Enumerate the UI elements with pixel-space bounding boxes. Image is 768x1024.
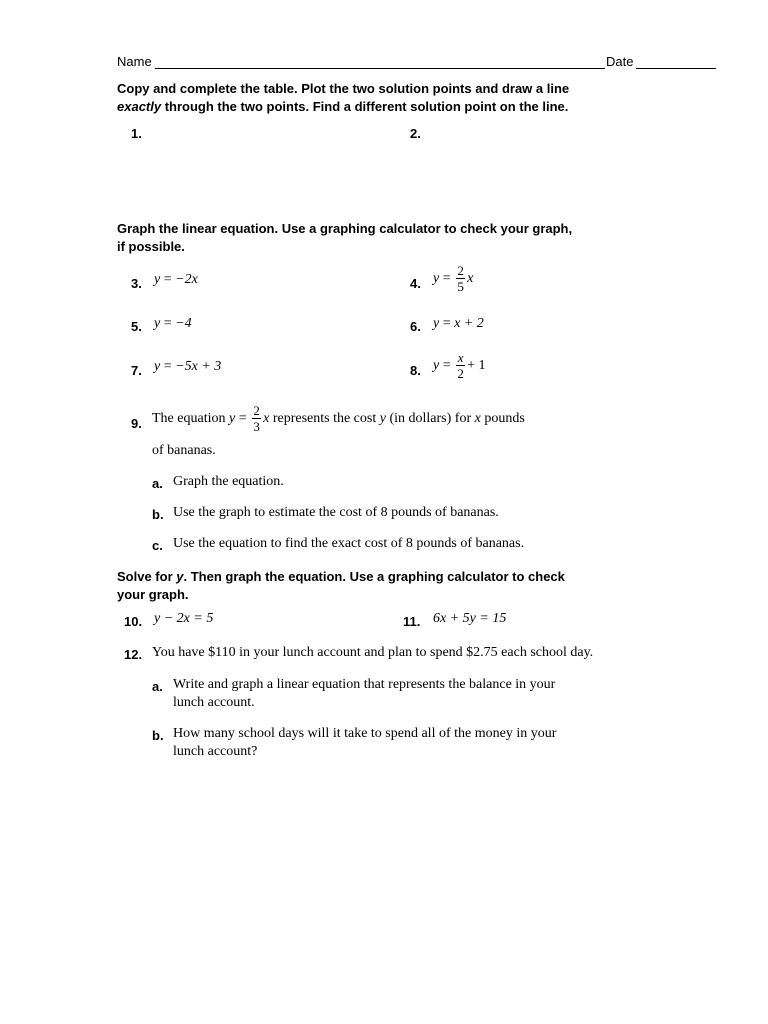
- part-text-12b-line2: lunch account?: [173, 744, 258, 759]
- date-label: Date: [606, 54, 634, 69]
- equation-8: y = $\frac{x}{2}$ + 1: [433, 350, 486, 381]
- problem-number-10: 10.: [124, 614, 143, 629]
- part-label-12a: a.: [152, 679, 163, 694]
- problem-number-1: 1.: [131, 126, 142, 141]
- equation-3: y = −2x: [154, 272, 198, 287]
- equation-6: y = x + 2: [433, 316, 484, 331]
- name-field[interactable]: [155, 68, 605, 69]
- equation-5: y = −4: [154, 316, 192, 331]
- fraction: $\frac{x}{2}$: [457, 350, 464, 381]
- equation-11: 6x + 5y = 15: [433, 611, 507, 626]
- part-label-9a: a.: [152, 476, 163, 491]
- problem-number-3: 3.: [131, 276, 142, 291]
- fraction: $\frac{2}{3}$: [253, 403, 260, 434]
- part-label-9c: c.: [152, 538, 163, 553]
- problem9-statement-line2: of bananas.: [152, 443, 216, 458]
- equation-10: y − 2x = 5: [154, 611, 214, 626]
- part-text-12a-line2: lunch account.: [173, 695, 255, 710]
- problem-number-9: 9.: [131, 416, 142, 431]
- problem12-statement: You have $110 in your lunch account and plan to spend $2.75 each school day.: [152, 645, 594, 660]
- part-text-12a-line1: Write and graph a linear equation that represents the balance in your: [173, 677, 556, 692]
- part-text-9c: Use the equation to find the exact cost of 8 pounds of bananas.: [173, 536, 525, 551]
- fraction: $\frac{2}{5}$: [457, 263, 464, 294]
- part-text-12b-line1: How many school days will it take to spend all of the money in your: [173, 726, 557, 741]
- problem-number-7: 7.: [131, 363, 142, 378]
- part-text-9a: Graph the equation.: [173, 474, 284, 489]
- section2-instructions-line1: Graph the linear equation. Use a graphing calculator to check your graph,: [117, 221, 573, 236]
- part-text-9b: Use the graph to estimate the cost of 8 pounds of bananas.: [173, 505, 499, 520]
- section1-instructions-line2: [117, 99, 568, 114]
- part-label-12b: b.: [152, 728, 164, 743]
- problem-number-2: 2.: [410, 126, 421, 141]
- equation-4: y = $\frac{2}{5}$ x: [433, 263, 474, 294]
- problem-number-5: 5.: [131, 319, 142, 334]
- date-field[interactable]: [636, 68, 716, 69]
- problem-number-4: 4.: [410, 276, 421, 291]
- emphasis-exactly: exactly: [117, 99, 162, 114]
- problem-number-12: 12.: [124, 647, 143, 662]
- problem9-statement: The equation y = $\frac{2}{3}$ x represents the cost y (in dollars) for x pounds: [152, 403, 525, 434]
- equation-7: y = −5x + 3: [154, 359, 222, 374]
- part-label-9b: b.: [152, 507, 164, 522]
- problem-number-6: 6.: [410, 319, 421, 334]
- name-label: Name: [117, 54, 152, 69]
- problem-number-8: 8.: [410, 363, 421, 378]
- section1-instructions-line2-rest: through the two points. Find a different solution point on the line.: [161, 99, 569, 114]
- section3-instructions-line2: your graph.: [117, 587, 189, 602]
- problem-number-11: 11.: [403, 614, 421, 629]
- section2-instructions-line2: if possible.: [117, 239, 185, 254]
- section1-instructions-line1: Copy and complete the table. Plot the two solution points and draw a line: [117, 81, 570, 96]
- section3-instructions-line1: Solve for y. Then graph the equation. Use a graphing calculator to check: [117, 569, 565, 584]
